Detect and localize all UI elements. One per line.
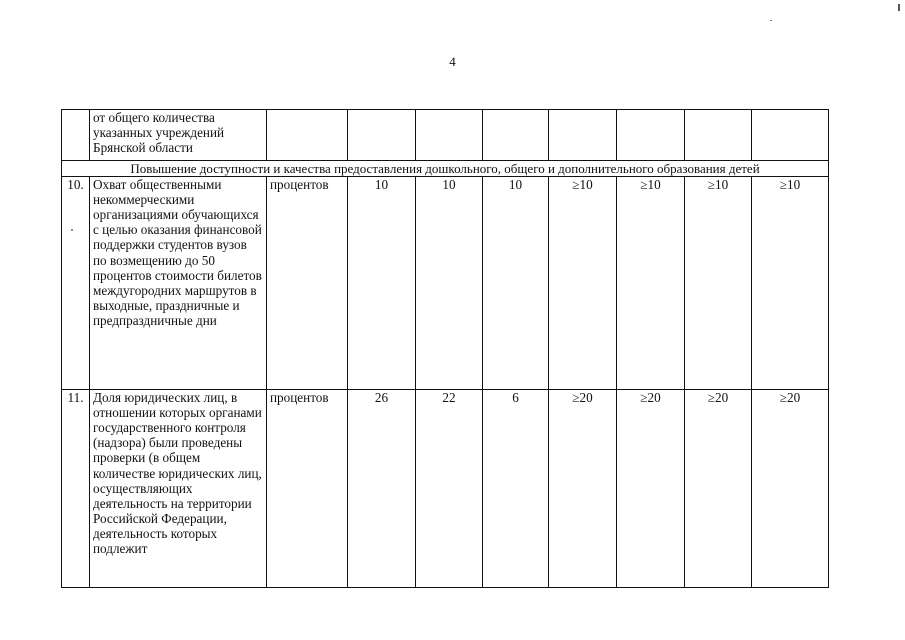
cell-value [348,110,416,161]
cell-unit [267,110,348,161]
cell-value: 10 [483,177,549,390]
edge-tick [770,20,772,21]
cell-value: ≥10 [685,177,752,390]
cell-num: 10. [62,177,90,390]
cell-value [416,110,483,161]
cell-value: 26 [348,390,416,588]
table-row [62,390,829,588]
indicators-table [61,109,829,588]
cell-value: ≥10 [617,177,685,390]
cell-value [483,110,549,161]
cell-unit: процентов [267,390,348,588]
edge-mark [898,4,900,11]
scan-dot [71,229,73,231]
cell-value: 22 [416,390,483,588]
cell-num: 11. [62,390,90,588]
cell-value [685,110,752,161]
cell-value: 6 [483,390,549,588]
cell-value: ≥10 [549,177,617,390]
cell-indicator: Доля юридических лиц, в отношении которых органами государственного контроля (надзора) были проведены проверки (в общем количестве юридических лиц, осуществляющих деятельность на территории Российской Федерации, деятельность которых подлежит [90,390,267,588]
cell-num [62,110,90,161]
cell-value: 10 [416,177,483,390]
cell-value: ≥20 [617,390,685,588]
cell-value [549,110,617,161]
table-row [62,177,829,390]
cell-value [752,110,829,161]
table-row-continued [62,110,829,161]
cell-unit: процентов [267,177,348,390]
cell-value [617,110,685,161]
section-title: Повышение доступности и качества предоставления дошкольного, общего и дополнительного образования детей [62,161,829,177]
cell-indicator: от общего количества указанных учреждений Брянской области [90,110,267,161]
cell-value: 10 [348,177,416,390]
section-row [62,161,829,177]
page-number: 4 [449,54,456,69]
cell-value: ≥20 [549,390,617,588]
cell-value: ≥20 [685,390,752,588]
cell-indicator: Охват общественными некоммерческими организациями обучающихся с целью оказания финансовой поддержки студентов вузов по возмещению до 50 процентов стоимости билетов междугородних маршрутов в выходные, праздничные и предпраздничные дни [90,177,267,390]
cell-value: ≥10 [752,177,829,390]
cell-value: ≥20 [752,390,829,588]
